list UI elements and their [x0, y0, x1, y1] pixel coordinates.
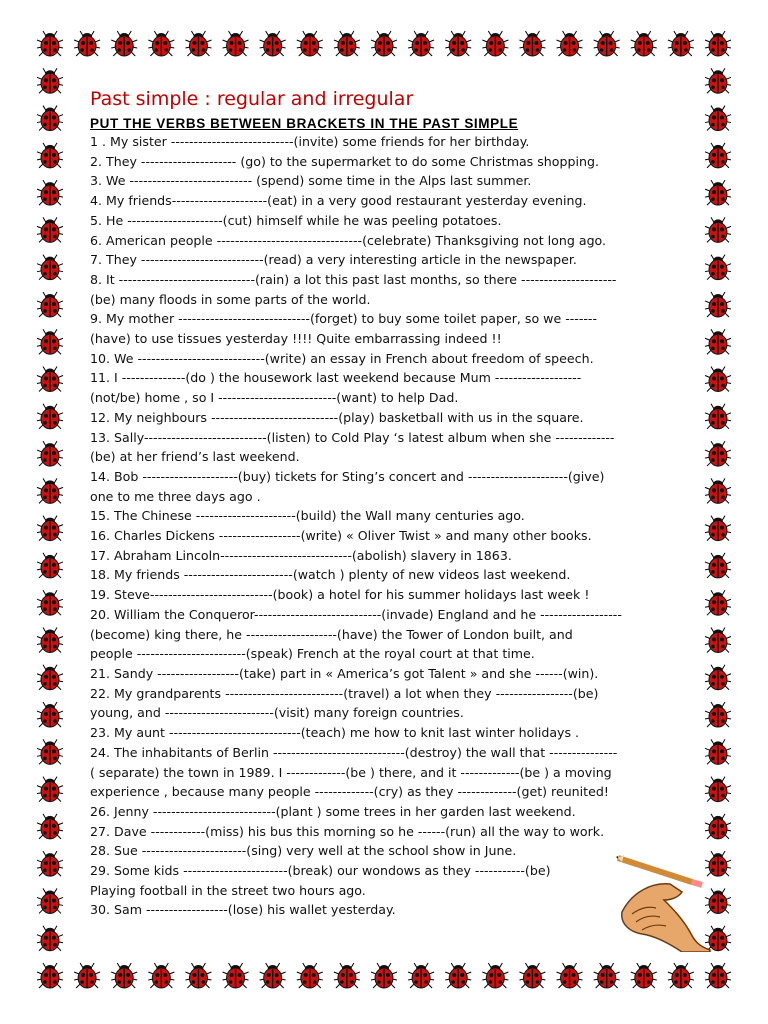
ladybug-icon [705, 367, 731, 392]
ladybug-icon [705, 404, 731, 429]
ladybug-icon [37, 665, 63, 690]
ladybug-icon [74, 963, 100, 988]
exercise-line: 27. Dave ------------(miss) his bus this morning so he ------(run) all the way to work. [90, 823, 605, 839]
ladybug-icon [705, 68, 731, 93]
ladybug-icon [705, 217, 731, 242]
ladybug-icon [445, 31, 471, 56]
ladybug-icon [631, 31, 657, 56]
ladybug-icon [371, 31, 397, 56]
exercise-line: 28. Sue -----------------------(sing) very well at the school show in June. [90, 843, 517, 859]
exercise-line: 26. Jenny ---------------------------(plant ) some trees in her garden last weekend. [90, 803, 576, 819]
ladybug-icon [482, 31, 508, 56]
ladybug-icon [37, 553, 63, 578]
ladybug-icon [482, 963, 508, 988]
ladybug-icon [705, 329, 731, 354]
ladybug-icon [594, 31, 620, 56]
exercise-line: 15. The Chinese ----------------------(build) the Wall many centuries ago. [90, 508, 525, 524]
exercise-line: 17. Abraham Lincoln-----------------------------(abolish) slavery in 1863. [90, 547, 512, 563]
exercise-line: 12. My neighbours ----------------------------(play) basketball with us in the square. [90, 409, 584, 425]
ladybug-icon [37, 478, 63, 503]
ladybug-icon [705, 814, 731, 839]
exercise-line: 9. My mother -----------------------------(forget) to buy some toilet paper, so we ------- [90, 311, 598, 327]
exercise-line: 6. American people --------------------------------(celebrate) Thanksgiving not long ago. [90, 232, 607, 248]
exercise-line: 4. My friends---------------------(eat) in a very good restaurant yesterday evening. [90, 193, 587, 209]
ladybug-icon [334, 963, 360, 988]
ladybug-icon [37, 702, 63, 727]
ladybug-icon [37, 106, 63, 131]
ladybug-icon [631, 963, 657, 988]
ladybug-icon [37, 255, 63, 280]
ladybug-icon [705, 106, 731, 131]
ladybug-icon [37, 329, 63, 354]
ladybug-icon [371, 963, 397, 988]
exercise-line: 20. William the Conqueror----------------------------(invade) England and he ------------------ [90, 606, 622, 622]
ladybug-icon [37, 31, 63, 56]
ladybug-icon [705, 143, 731, 168]
ladybug-icon [705, 292, 731, 317]
ladybug-icon [37, 441, 63, 466]
ladybug-icon [148, 963, 174, 988]
ladybug-icon [705, 478, 731, 503]
ladybug-icon [705, 255, 731, 280]
ladybug-icon [111, 963, 137, 988]
ladybug-icon [705, 180, 731, 205]
exercise-line: 10. We ----------------------------(write) an essay in French about freedom of speech. [90, 350, 594, 366]
exercise-line: people ------------------------(speak) French at the royal court at that time. [90, 646, 535, 662]
ladybug-icon [37, 367, 63, 392]
exercise-line: 14. Bob ---------------------(buy) tickets for Sting’s concert and ----------------------(give) [90, 468, 605, 484]
ladybug-icon [705, 590, 731, 615]
ladybug-icon [37, 926, 63, 951]
ladybug-icon [408, 963, 434, 988]
exercise-line: Playing football in the street two hours ago. [90, 882, 366, 898]
exercise-list [90, 132, 690, 920]
ladybug-icon [408, 31, 434, 56]
exercise-line: 5. He ---------------------(cut) himself while he was peeling potatoes. [90, 212, 502, 228]
exercise-line: (not/be) home , so I --------------------------(want) to help Dad. [90, 390, 459, 406]
exercise-line: (become) king there, he --------------------(have) the Tower of London built, and [90, 626, 573, 642]
exercise-line: one to me three days ago . [90, 488, 261, 504]
ladybug-icon [260, 31, 286, 56]
ladybug-icon [37, 777, 63, 802]
exercise-line: 2. They --------------------- (go) to the supermarket to do some Christmas shopping. [90, 153, 599, 169]
ladybug-icon [37, 143, 63, 168]
ladybug-icon [668, 963, 694, 988]
exercise-line: 23. My aunt -----------------------------(teach) me how to knit last winter holidays . [90, 725, 580, 741]
ladybug-icon [594, 963, 620, 988]
exercise-line: 1 . My sister ---------------------------(invite) some friends for her birthday. [90, 134, 530, 149]
ladybug-icon [74, 31, 100, 56]
exercise-line: (be) at her friend’s last weekend. [90, 449, 300, 465]
page-title: Past simple : regular and irregular [90, 88, 414, 110]
ladybug-icon [37, 217, 63, 242]
ladybug-icon [705, 627, 731, 652]
ladybug-icon [37, 180, 63, 205]
ladybug-icon [705, 739, 731, 764]
ladybug-icon [223, 31, 249, 56]
ladybug-icon [148, 31, 174, 56]
ladybug-icon [557, 31, 583, 56]
exercise-line: 13. Sally---------------------------(listen) to Cold Play ‘s latest album when she ------------- [90, 429, 615, 445]
exercise-line: ( separate) the town in 1989. I -------------(be ) there, and it -------------(be ) a moving [90, 764, 612, 780]
ladybug-icon [334, 31, 360, 56]
ladybug-icon [37, 963, 63, 988]
exercise-line: 7. They ---------------------------(read) a very interesting article in the newspaper. [90, 252, 577, 268]
ladybug-icon [519, 963, 545, 988]
ladybug-icon [37, 814, 63, 839]
exercise-line: (have) to use tissues yesterday !!!! Quite embarrassing indeed !! [90, 331, 502, 347]
ladybug-icon [445, 963, 471, 988]
ladybug-icon [668, 31, 694, 56]
ladybug-icon [297, 963, 323, 988]
exercise-line: 8. It ------------------------------(rain) a lot this past last months, so there --------------------- [90, 271, 617, 287]
instruction-heading: PUT THE VERBS BETWEEN BRACKETS IN THE PAST SIMPLE [90, 116, 519, 131]
exercise-line: 3. We --------------------------- (spend) some time in the Alps last summer. [90, 173, 532, 189]
ladybug-icon [223, 963, 249, 988]
exercise-line: 29. Some kids -----------------------(break) our wondows as they -----------(be) [90, 863, 551, 879]
ladybug-icon [260, 963, 286, 988]
ladybug-icon [37, 292, 63, 317]
exercise-line: experience , because many people -------------(cry) as they -------------(get) reunited! [90, 784, 609, 800]
ladybug-icon [37, 68, 63, 93]
exercise-line: 18. My friends ------------------------(watch ) plenty of new videos last weekend. [90, 567, 571, 583]
exercise-line: 30. Sam ------------------(lose) his wallet yesterday. [90, 902, 396, 918]
ladybug-icon [519, 31, 545, 56]
ladybug-icon [37, 739, 63, 764]
ladybug-icon [37, 516, 63, 541]
exercise-line: young, and ------------------------(visit) many foreign countries. [90, 705, 464, 721]
ladybug-icon [705, 553, 731, 578]
ladybug-icon [37, 590, 63, 615]
exercise-line: (be) many floods in some parts of the world. [90, 291, 371, 307]
ladybug-icon [705, 665, 731, 690]
ladybug-icon [705, 516, 731, 541]
ladybug-icon [705, 963, 731, 988]
exercise-line: 11. I --------------(do ) the housework last weekend because Mum ------------------- [90, 370, 582, 386]
ladybug-icon [111, 31, 137, 56]
ladybug-icon [705, 441, 731, 466]
ladybug-icon [37, 888, 63, 913]
ladybug-icon [705, 31, 731, 56]
exercise-line: 22. My grandparents --------------------------(travel) a lot when they -----------------(be) [90, 685, 599, 701]
ladybug-icon [37, 404, 63, 429]
ladybug-icon [185, 963, 211, 988]
ladybug-icon [37, 851, 63, 876]
ladybug-icon [185, 31, 211, 56]
exercise-line: 19. Steve---------------------------(book) a hotel for his summer holidays last week ! [90, 587, 590, 603]
ladybug-icon [705, 702, 731, 727]
hand-writing-icon [612, 852, 712, 952]
ladybug-icon [297, 31, 323, 56]
exercise-line: 16. Charles Dickens ------------------(write) « Oliver Twist » and many other books. [90, 528, 592, 544]
exercise-line: 21. Sandy ------------------(take) part in « America’s got Talent » and she ------(win). [90, 665, 599, 681]
worksheet [90, 88, 690, 920]
ladybug-icon [37, 627, 63, 652]
ladybug-icon [557, 963, 583, 988]
ladybug-icon [705, 777, 731, 802]
exercise-line: 24. The inhabitants of Berlin -----------------------------(destroy) the wall that --------------- [90, 744, 618, 760]
